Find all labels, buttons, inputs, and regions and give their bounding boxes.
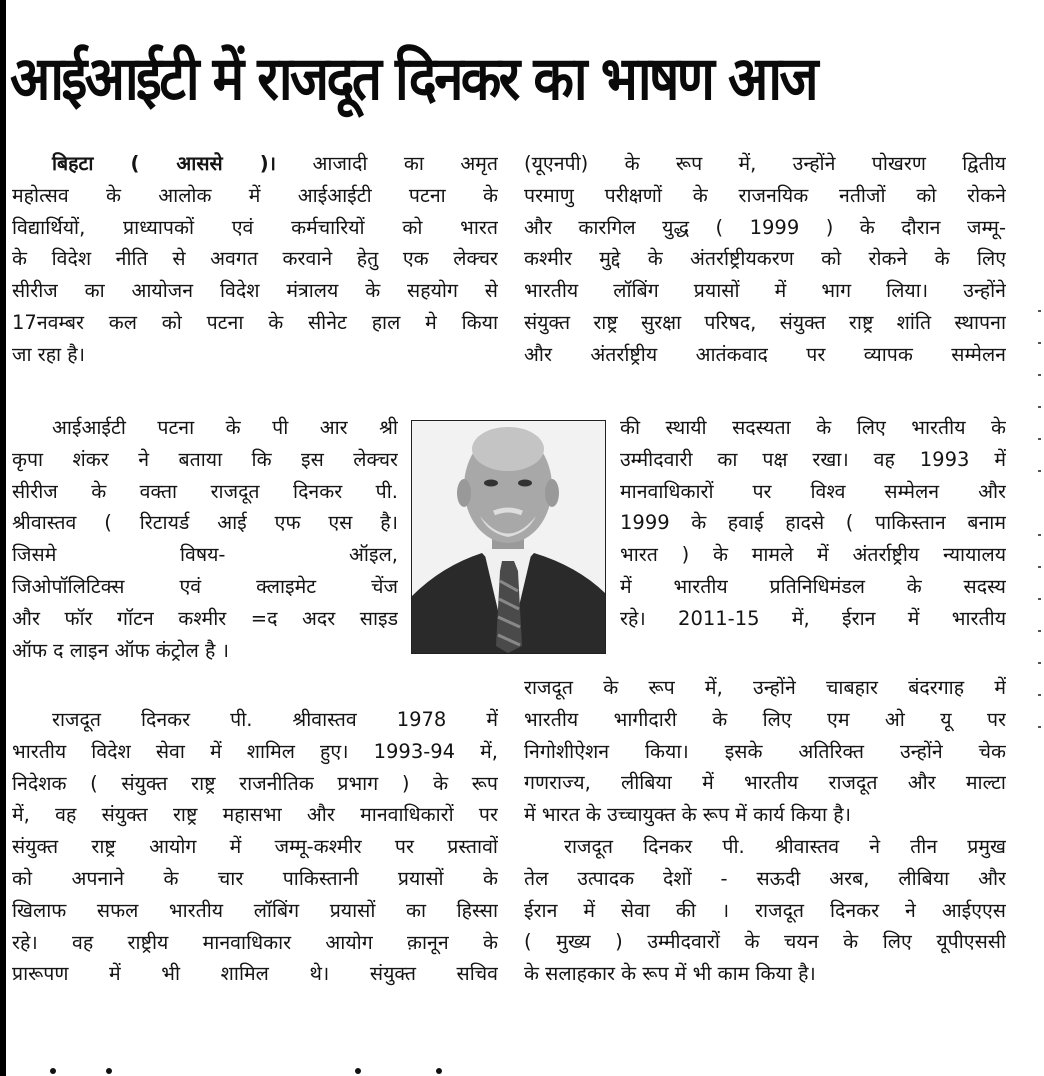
text-line: भारत ) के मामले में अंतर्राष्ट्रीय न्यायालय [620,543,1006,567]
text-line: कश्मीर मुद्दे के अंतर्राष्ट्रीयकरण को रोकने के लिए [524,247,1006,271]
edge-mark [1038,438,1041,440]
text-line: विद्यार्थियों, प्राध्यापकों एवं कर्मचारियों को भारत [12,215,498,239]
edge-mark [1038,726,1041,728]
portrait-photo [411,420,606,654]
text-line: ( मुख्य ) उम्मीदवारों के चयन के लिए यूपीएससी [524,930,1006,954]
text-line: परमाणु परीक्षणों के राजनयिक नतीजों को रोकने [524,183,1006,207]
text-line: संयुक्त राष्ट्र सुरक्षा परिषद, संयुक्त राष्ट्र शांति स्थापना [524,310,1006,334]
text-line: संयुक्त राष्ट्र आयोग में जम्मू-कश्मीर पर प्रस्तावों [12,835,498,859]
text-line: मानवाधिकारों पर विश्व सम्मेलन और [620,479,1006,503]
text-line: तेल उत्पादक देशों - सऊदी अरब, लीबिया और [524,866,1006,890]
edge-mark [1038,310,1041,312]
headline: आईआईटी में राजदूत दिनकर का भाषण आज [10,44,816,114]
text-line: खिलाफ सफल भारतीय लॉबिंग प्रयासों का हिस्सा [12,898,498,922]
text-line: और अंतर्राष्ट्रीय आतंकवाद पर व्यापक सम्मेलन [524,342,1006,366]
text-line: जिओपॉलिटिक्स एवं क्लाइमेट चेंज [12,574,398,598]
edge-mark [1038,342,1041,344]
column2-paragraph1-middle [620,412,1006,635]
column1-paragraph2 [12,412,398,666]
dateline: बिहटा ( आससे )। [52,152,277,175]
text-line: सीरीज के वक्ता राजदूत दिनकर पी. [12,479,398,503]
text-line: में भारतीय प्रतिनिधिमंडल के सदस्य [620,574,1006,598]
text-line: राजदूत के रूप में, उन्होंने चाबहार बंदरगाह में [524,676,1006,699]
text-line: कृपा शंकर ने बताया कि इस लेक्चर [12,447,398,471]
edge-mark [1038,630,1041,632]
text-line: में, वह संयुक्त राष्ट्र महासभा और मानवाधिकारों पर [12,803,498,827]
portrait-illustration [412,421,605,653]
text-line: सीरीज का आयोजन विदेश मंत्रालय के सहयोग से [12,279,498,303]
text-line: राजदूत दिनकर पी. श्रीवास्तव ने तीन प्रमुख [564,834,1006,858]
text-line: आईआईटी पटना के पी आर श्री [52,416,398,439]
left-edge-bar [0,0,6,1076]
text-line: राजदूत दिनकर पी. श्रीवास्तव 1978 में [52,708,498,731]
edge-mark [1038,598,1041,600]
clipped-glyph [436,1068,442,1074]
text-line: भारतीय विदेश सेवा में शामिल हुए। 1993-94 में, [12,739,498,763]
right-edge-marks [1038,310,1042,830]
text-line: और फॉर गॉटन कश्मीर =द अदर साइड [12,606,398,630]
edge-mark [1038,374,1041,376]
edge-mark [1038,406,1041,408]
text-line: जा रहा है। [12,342,86,366]
text-span: आजादी का अमृत [312,152,498,175]
text-line: निगोशीऐशन किया। इसके अतिरिक्त उन्होंने चेक [524,739,1006,763]
column1-paragraph3 [12,704,498,990]
text-line: और कारगिल युद्ध ( 1999 ) के दौरान जम्मू- [524,215,1006,239]
clipped-glyph [50,1068,56,1074]
text-line: गणराज्य, लीबिया में भारतीय राजदूत और माल्टा [524,771,1006,795]
text-line: भारतीय भागीदारी के लिए एम ओ यू पर [524,707,1006,731]
column2-paragraph1-bottom [524,672,1006,990]
text-line: 1999 के हवाई हादसे ( पाकिस्तान बनाम [620,511,1006,535]
text-line: के सलाहकार के रूप में भी काम किया है। [524,962,816,986]
text-line: की स्थायी सदस्यता के लिए भारतीय के [620,416,1006,439]
edge-mark [1038,566,1041,568]
text-line: श्रीवास्तव ( रिटायर्ड आई एफ एस है। [12,511,398,535]
text-line: निदेशक ( संयुक्त राष्ट्र राजनीतिक प्रभाग ) के रूप [12,771,498,795]
edge-mark [1038,470,1041,472]
clipped-glyph [355,1068,361,1074]
text-line: जिसमे विषय- ऑइल, [12,543,398,567]
text-line: ईरान में सेवा की । राजदूत दिनकर ने आईएएस [524,898,1006,922]
column1-paragraph1 [12,148,498,371]
text-line: के विदेश नीति से अवगत करवाने हेतु एक लेक्चर [12,247,498,271]
column2-paragraph1-top [524,148,1006,371]
clipped-glyph [106,1068,112,1074]
text-line: उम्मीदवारी का पक्ष रखा। वह 1993 में [620,447,1006,471]
text-line: प्रारूपण में भी शामिल थे। संयुक्त सचिव [12,962,498,986]
text-line: (यूएनपी) के रूप में, उन्होंने पोखरण द्वितीय [524,152,1006,175]
text-line: 17नवम्बर कल को पटना के सीनेट हाल मे किया [12,310,498,334]
text-line: में भारत के उच्चायुक्त के रूप में कार्य किया है। [524,803,851,827]
text-line: ऑफ द लाइन ऑफ कंट्रोल है । [12,638,230,662]
edge-mark [1038,694,1041,696]
edge-mark [1038,534,1041,536]
text-line: रहे। 2011-15 में, ईरान में भारतीय [620,606,1006,630]
text-line [12,148,498,180]
edge-mark [1038,662,1041,664]
text-line: भारतीय लॉबिंग प्रयासों में भाग लिया। उन्होंने [524,279,1006,303]
text-line: महोत्सव के आलोक में आईआईटी पटना के [12,183,498,207]
text-line: को अपनाने के चार पाकिस्तानी प्रयासों के [12,866,498,890]
text-line: रहे। वह राष्ट्रीय मानवाधिकार आयोग क़ानून के [12,930,498,954]
